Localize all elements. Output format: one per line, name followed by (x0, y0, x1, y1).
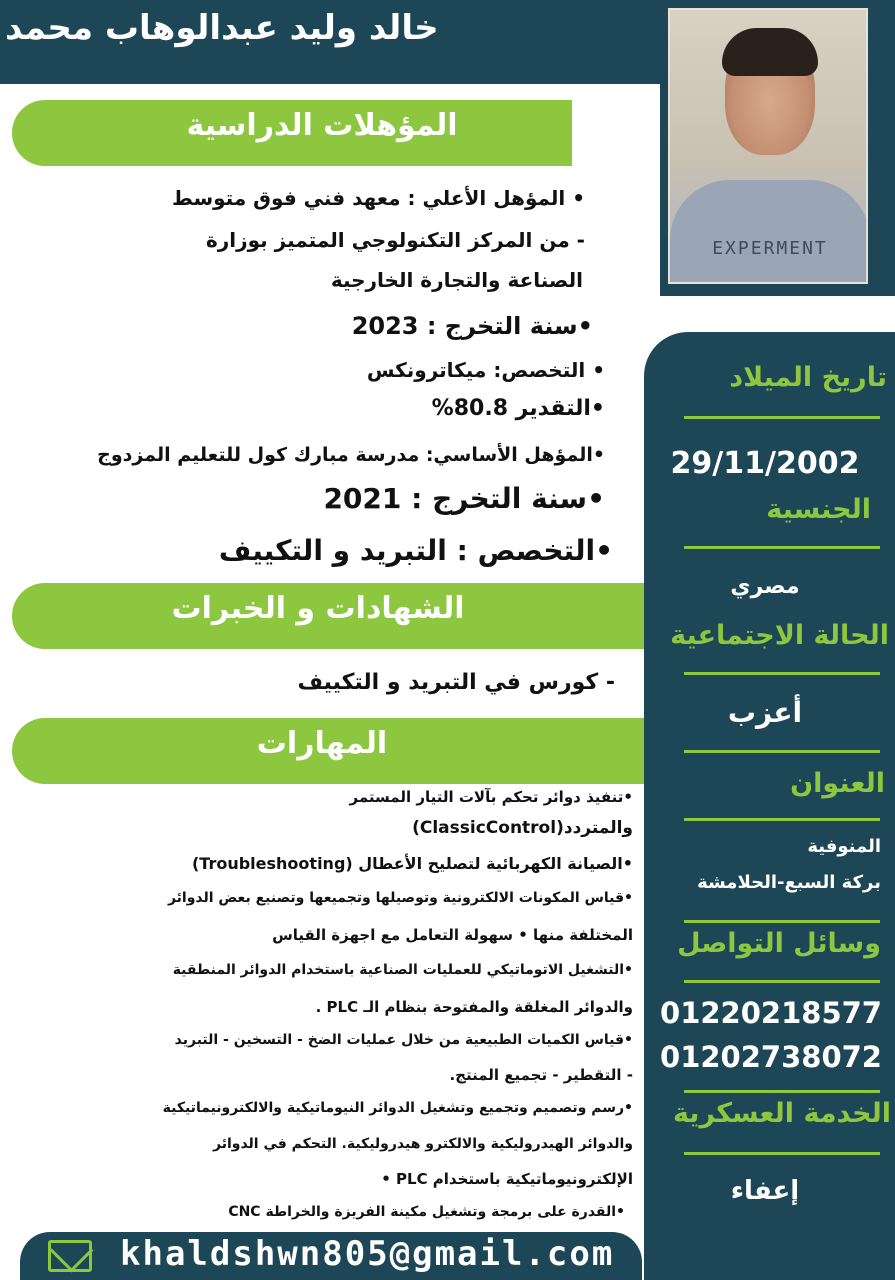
skills-line-12: الإلكترونيوماتيكية باستخدام PLC • (381, 1170, 633, 1188)
education-header (12, 100, 572, 166)
skills-line-10: •رسم وتصميم وتجميع وتشغيل الدوائر النيوماتيكية والالكترونيماتيكية (162, 1100, 633, 1116)
sidebar-divider (684, 980, 880, 983)
skills-line-8: •قياس الكميات الطبيعية من خلال عمليات الضخ - التسخين - التبريد (174, 1032, 633, 1048)
education-line-6: •التقدير 80.8% (431, 396, 605, 421)
nationality-value: مصري (730, 574, 800, 599)
skills-title: المهارات (256, 726, 388, 761)
skills-line-1: •تنفيذ دوائر تحكم بآلات التيار المستمر (349, 788, 633, 806)
education-title: المؤهلات الدراسية (186, 108, 458, 143)
photo-shirt (670, 180, 868, 284)
marital-status-value: أعزب (727, 696, 803, 729)
address-label: العنوان (790, 768, 885, 799)
sidebar-divider (684, 920, 880, 923)
photo-hair (722, 28, 818, 76)
sidebar-divider (684, 416, 880, 419)
contact-label: وسائل التواصل (677, 928, 881, 959)
sidebar-divider (684, 1152, 880, 1155)
photo-shirt-text: EXPERMENT (712, 238, 828, 259)
education-line-3: الصناعة والتجارة الخارجية (330, 268, 583, 292)
skills-line-13: •القدرة على برمجة وتشغيل مكينة الفريزة والخراطة CNC (228, 1204, 625, 1220)
military-service-label: الخدمة العسكرية (672, 1098, 891, 1129)
sidebar-divider (684, 818, 880, 821)
education-line-5: • التخصص: ميكاترونكس (366, 358, 605, 382)
military-service-value: إعفاء (730, 1176, 800, 1206)
skills-line-3: •الصيانة الكهربائية لتصليح الأعطال (Troubleshooting) (191, 854, 633, 873)
certificates-title: الشهادات و الخبرات (171, 591, 465, 626)
profile-photo (668, 8, 868, 284)
education-line-4: •سنة التخرج : 2023 (351, 312, 593, 340)
education-line-1: • المؤهل الأعلي : معهد فني فوق متوسط (172, 186, 585, 210)
skills-line-5: المختلفة منها • سهولة التعامل مع اجهزة القياس (272, 926, 633, 944)
skills-line-2: والمتردد(ClassicControl) (412, 818, 633, 838)
skills-line-7: والدوائر المغلقة والمفتوحة بنظام الـ PLC . (315, 998, 633, 1016)
birth-date-label: تاريخ الميلاد (729, 362, 887, 393)
skills-line-9: - التقطير - تجميع المنتج. (449, 1066, 633, 1084)
education-line-2: - من المركز التكنولوجي المتميز بوزارة (205, 228, 585, 252)
certificates-line-1: - كورس في التبريد و التكييف (297, 670, 615, 695)
education-line-7: •المؤهل الأساسي: مدرسة مبارك كول للتعليم المزدوج (97, 444, 605, 466)
sidebar-divider (684, 546, 880, 549)
birth-date-value: 29/11/2002 (670, 446, 860, 481)
address-village: بركة السبع-الحلامشة (697, 872, 881, 893)
skills-line-11: والدوائر الهيدروليكية والالكترو هيدروليكية. التحكم في الدوائر (212, 1136, 633, 1152)
sidebar-divider (684, 1090, 880, 1093)
skills-line-4: •قياس المكونات الالكترونية وتوصيلها وتجميعها وتصنيع بعض الدوائر (167, 890, 633, 906)
certificates-header (12, 583, 644, 649)
sidebar-divider (684, 750, 880, 753)
candidate-name: خالد وليد عبدالوهاب محمد (5, 8, 439, 48)
skills-line-6: •التشغيل الاتوماتيكي للعمليات الصناعية باستخدام الدوائر المنطقية (172, 962, 633, 978)
envelope-icon (48, 1240, 92, 1272)
education-line-9: •التخصص : التبريد و التكييف (218, 534, 613, 567)
address-governorate: المنوفية (807, 836, 881, 857)
nationality-label: الجنسية (766, 494, 871, 525)
phone-2[interactable]: 01202738072 (660, 1040, 882, 1074)
skills-header (12, 718, 644, 784)
sidebar-divider (684, 672, 880, 675)
marital-status-label: الحالة الاجتماعية (670, 620, 889, 651)
email-address[interactable]: khaldshwn805@gmail.com (120, 1234, 615, 1274)
phone-1[interactable]: 01220218577 (660, 996, 882, 1030)
education-line-8: •سنة التخرج : 2021 (323, 482, 605, 515)
